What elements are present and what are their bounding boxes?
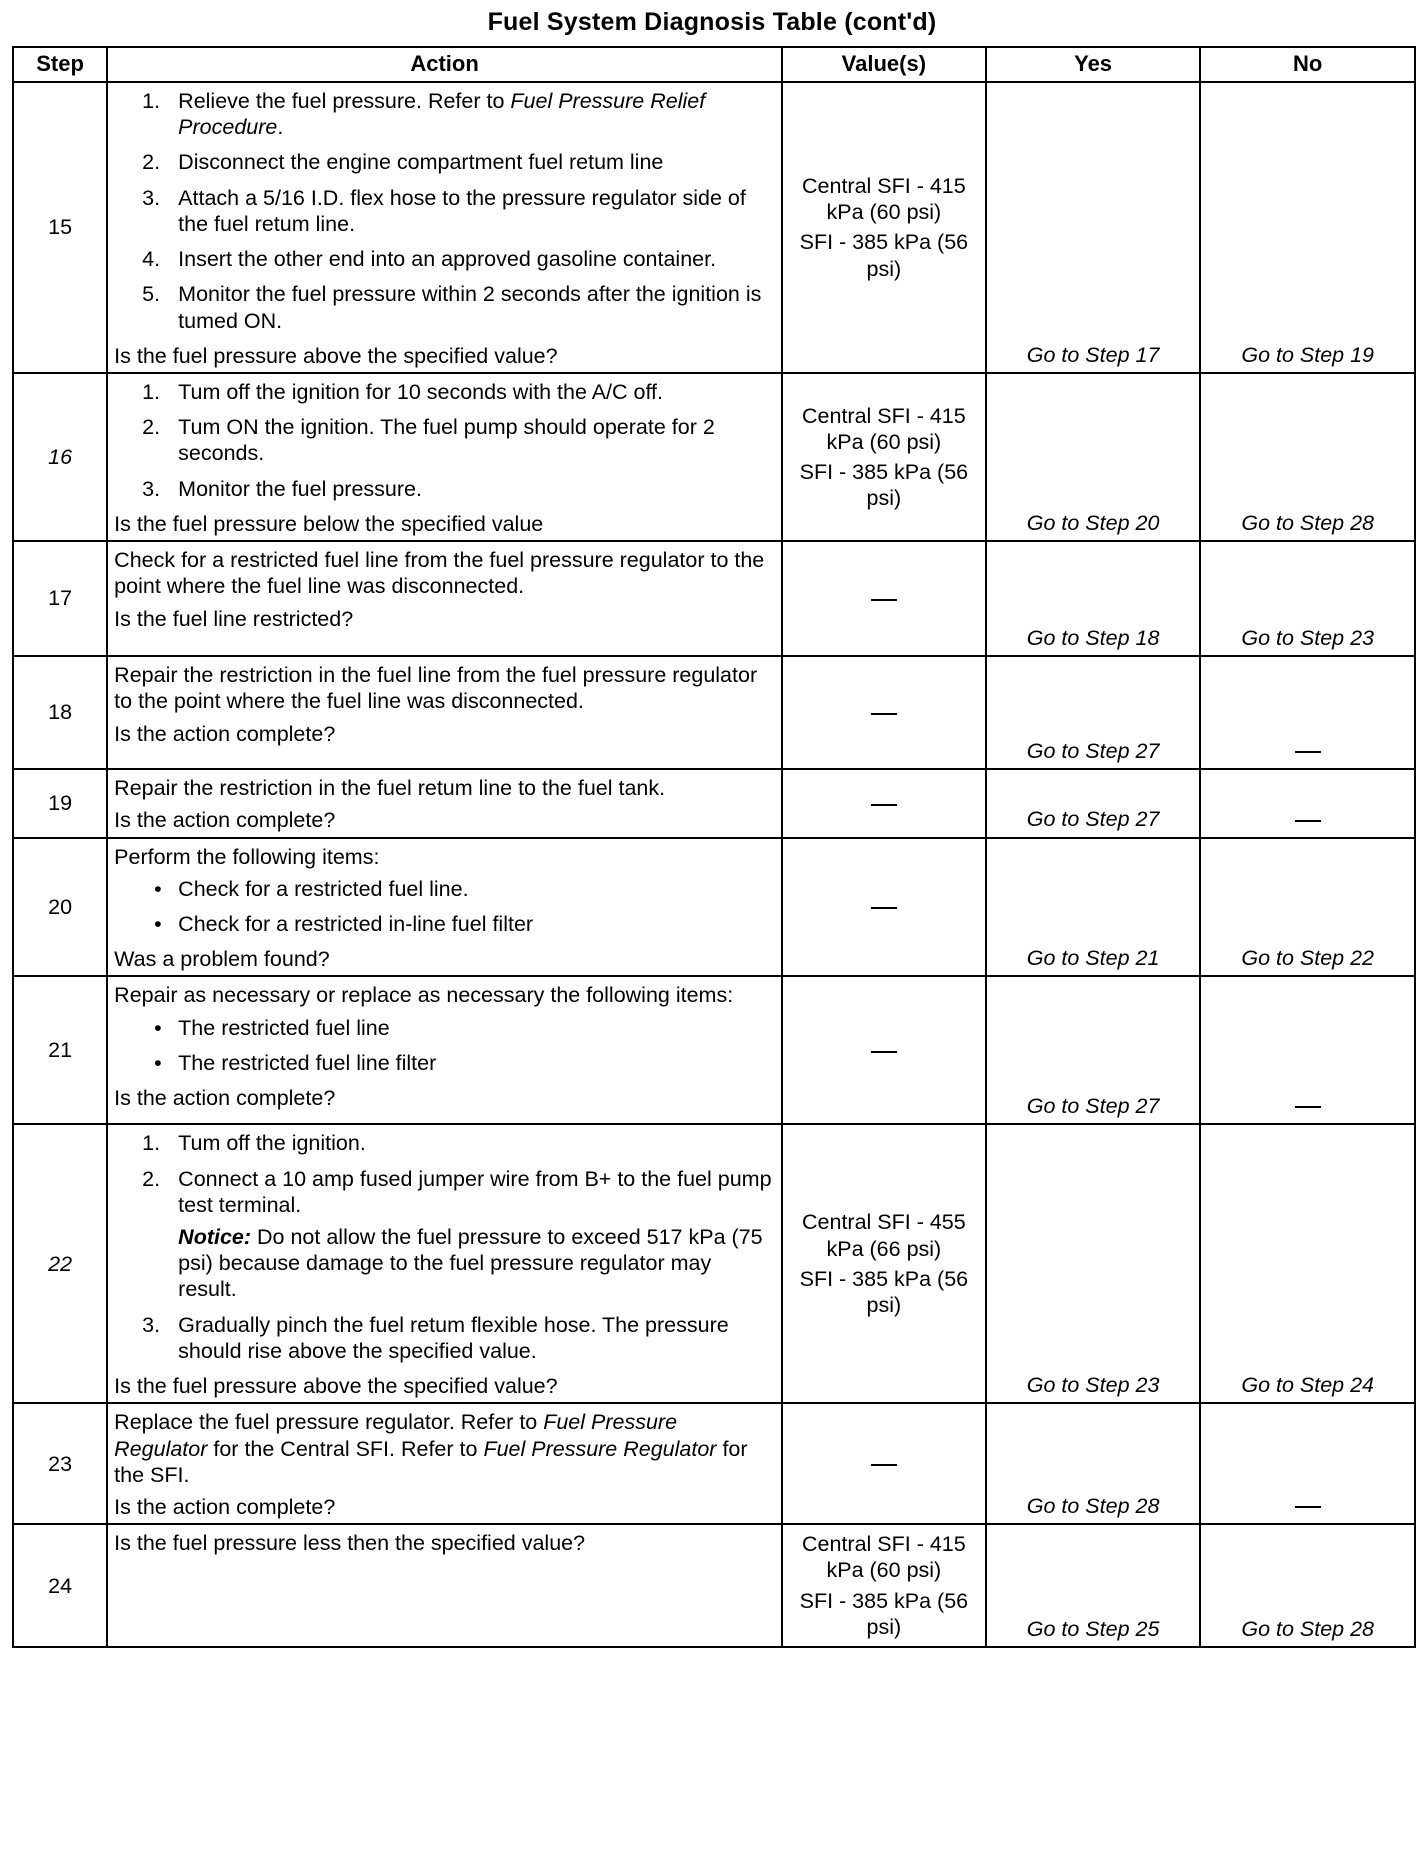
action-question: Is the fuel pressure below the specified value: [114, 511, 544, 536]
values-cell: [782, 769, 986, 837]
action-question: Is the fuel line restricted?: [114, 606, 354, 631]
reference-link-text: Fuel Pressure Relief Procedure: [178, 89, 706, 140]
action-question: Is the action complete?: [114, 1086, 336, 1111]
empty-dash: [871, 907, 897, 909]
list-item: [114, 379, 775, 405]
header-row: [13, 47, 1415, 82]
yes-cell: Go to Step 27: [986, 656, 1201, 769]
step-number: 22: [13, 1124, 107, 1403]
empty-dash: [1295, 820, 1321, 822]
bullet-icon: •: [154, 1015, 162, 1040]
item-number: 1.: [142, 379, 161, 404]
action-text: Replace the fuel pressure regulator. Refer to: [114, 1410, 544, 1435]
no-cell: Go to Step 19: [1200, 82, 1415, 373]
values-cell: [782, 838, 986, 977]
no-cell: [1200, 1403, 1415, 1524]
step-number: 15: [13, 82, 107, 373]
item-text: The restricted fuel line filter: [178, 1050, 437, 1075]
yes-cell: Go to Step 27: [986, 976, 1201, 1124]
values-cell: [782, 656, 986, 769]
yes-cell: Go to Step 25: [986, 1524, 1201, 1647]
item-text: Tum off the ignition.: [178, 1131, 366, 1156]
diagnosis-table: [12, 46, 1416, 1648]
values-cell: [782, 82, 986, 373]
item-text: Gradually pinch the fuel retum flexible hose. The pressure should rise above the specified value.: [178, 1312, 729, 1363]
step-number: 21: [13, 976, 107, 1124]
action-cell: [107, 769, 782, 837]
action-intro: Perform the following items:: [114, 844, 380, 869]
table-row: [13, 976, 1415, 1124]
item-text: Monitor the fuel pressure within 2 seconds after the ignition is tumed ON.: [178, 282, 762, 333]
empty-dash: [1295, 1106, 1321, 1108]
action-question: Is the fuel pressure above the specified value?: [114, 343, 558, 368]
notice-label: [178, 1225, 251, 1249]
table-row: [13, 1524, 1415, 1647]
action-intro: Repair the restriction in the fuel retum line to the fuel tank.: [114, 776, 666, 801]
values-cell: [782, 541, 986, 656]
yes-cell: Go to Step 18: [986, 541, 1201, 656]
item-text: Attach a 5/16 I.D. flex hose to the pressure regulator side of the fuel retum line.: [178, 185, 746, 236]
item-text: Monitor the fuel pressure.: [178, 476, 422, 501]
notice: [178, 1224, 775, 1303]
table-row: [13, 82, 1415, 373]
values-cell: [782, 1403, 986, 1524]
list-item: [114, 911, 775, 937]
action-cell: [107, 1403, 782, 1524]
list-item: [114, 88, 775, 140]
action-cell: [107, 1124, 782, 1403]
header-yes: Yes: [986, 47, 1201, 82]
empty-dash: [871, 713, 897, 715]
action-cell: [107, 373, 782, 541]
item-text: Connect a 10 amp fused jumper wire from B+ to the fuel pump test terminal.: [178, 1166, 772, 1217]
header-step: Step: [13, 47, 107, 82]
yes-cell: Go to Step 17: [986, 82, 1201, 373]
table-row: [13, 373, 1415, 541]
value-line: SFI - 385 kPa (56 psi): [799, 460, 969, 511]
item-number: 5.: [142, 282, 161, 307]
yes-cell: Go to Step 20: [986, 373, 1201, 541]
item-text: Disconnect the engine compartment fuel retum line: [178, 150, 664, 175]
table-row: [13, 541, 1415, 656]
header-action: Action: [107, 47, 782, 82]
no-cell: Go to Step 24: [1200, 1124, 1415, 1403]
numbered-list: [114, 1130, 775, 1364]
step-number: 18: [13, 656, 107, 769]
action-intro: Check for a restricted fuel line from the fuel pressure regulator to the point where the fuel line was disconnected.: [114, 548, 765, 599]
action-cell: [107, 1524, 782, 1647]
value-line: SFI - 385 kPa (56 psi): [799, 1588, 969, 1639]
empty-dash: [871, 804, 897, 806]
step-number: 20: [13, 838, 107, 977]
item-number: 3.: [142, 1312, 161, 1337]
item-number: 2.: [142, 1166, 161, 1191]
no-cell: Go to Step 28: [1200, 373, 1415, 541]
step-number: 16: [13, 373, 107, 541]
list-item: [114, 185, 775, 237]
action-cell: [107, 82, 782, 373]
action-text: for the SFI.: [114, 1436, 748, 1487]
yes-cell: Go to Step 23: [986, 1124, 1201, 1403]
action-intro: Is the fuel pressure less then the specified value?: [114, 1531, 586, 1556]
list-item: [114, 1015, 775, 1041]
step-number: 24: [13, 1524, 107, 1647]
item-text: Check for a restricted fuel line.: [178, 876, 469, 901]
page-title: Fuel System Diagnosis Table (cont'd): [487, 8, 937, 36]
no-cell: Go to Step 22: [1200, 838, 1415, 977]
item-number: 1.: [142, 89, 161, 113]
step-number: 19: [13, 769, 107, 837]
item-text: Insert the other end into an approved gasoline container.: [178, 247, 717, 272]
reference-link-text: Fuel Pressure Regulator: [114, 1410, 678, 1461]
action-cell: [107, 838, 782, 977]
no-cell: [1200, 976, 1415, 1124]
header-values: Value(s): [782, 47, 986, 82]
empty-dash: [871, 1464, 897, 1466]
list-item: [114, 876, 775, 902]
table-row: [13, 769, 1415, 837]
list-item: [114, 1130, 775, 1156]
value-line: Central SFI - 415 kPa (60 psi): [802, 1532, 966, 1583]
item-number: 2.: [142, 150, 161, 175]
table-row: [13, 656, 1415, 769]
values-cell: [782, 1524, 986, 1647]
value-line: SFI - 385 kPa (56 psi): [799, 1266, 969, 1318]
step-number: 23: [13, 1403, 107, 1524]
empty-dash: [1295, 1506, 1321, 1508]
table-row: [13, 1403, 1415, 1524]
bullet-icon: •: [154, 1050, 162, 1075]
list-item: [114, 1312, 775, 1364]
list-item: [114, 1050, 775, 1076]
bullet-list: [114, 1015, 775, 1076]
no-cell: [1200, 656, 1415, 769]
bullet-icon: •: [154, 876, 162, 901]
notice-label-text: Notice:: [178, 1225, 252, 1250]
empty-dash: [1295, 751, 1321, 753]
action-cell: [107, 541, 782, 656]
action-cell: [107, 976, 782, 1124]
values-cell: [782, 976, 986, 1124]
numbered-list: [114, 88, 775, 334]
no-cell: [1200, 769, 1415, 837]
list-item: [114, 414, 775, 466]
action-cell: [107, 656, 782, 769]
yes-cell: Go to Step 27: [986, 769, 1201, 837]
step-number: 17: [13, 541, 107, 656]
action-question: Was a problem found?: [114, 947, 330, 972]
bullet-list: [114, 876, 775, 937]
value-line: Central SFI - 415 kPa (60 psi): [802, 403, 966, 454]
action-question: Is the action complete?: [114, 1495, 336, 1519]
no-cell: Go to Step 23: [1200, 541, 1415, 656]
table-row: [13, 1124, 1415, 1403]
list-item: [114, 1166, 775, 1303]
action-question: Is the action complete?: [114, 721, 336, 746]
reference-link-text: Fuel Pressure Regulator: [483, 1436, 717, 1461]
action-text: for the Central SFI. Refer to: [207, 1436, 484, 1461]
item-number: 2.: [142, 415, 161, 440]
item-number: 1.: [142, 1131, 161, 1156]
value-line: SFI - 385 kPa (56 psi): [799, 230, 969, 281]
item-text: Tum ON the ignition. The fuel pump should operate for 2 seconds.: [178, 415, 715, 466]
no-cell: Go to Step 28: [1200, 1524, 1415, 1647]
action-intro: Repair the restriction in the fuel line from the fuel pressure regulator to the point where the fuel line was disconnected.: [114, 663, 758, 714]
header-no: No: [1200, 47, 1415, 82]
list-item: [114, 246, 775, 272]
action-question: Is the action complete?: [114, 808, 336, 833]
value-line: Central SFI - 455 kPa (66 psi): [802, 1210, 966, 1261]
action-question: Is the fuel pressure above the specified value?: [114, 1374, 558, 1399]
action-intro: [114, 1409, 775, 1488]
values-cell: [782, 1124, 986, 1403]
empty-dash: [871, 599, 897, 601]
item-text: Check for a restricted in-line fuel filter: [178, 911, 534, 936]
list-item: [114, 476, 775, 502]
item-text: .: [277, 115, 284, 140]
yes-cell: Go to Step 21: [986, 838, 1201, 977]
item-text: Relieve the fuel pressure. Refer to: [178, 89, 511, 113]
values-cell: [782, 373, 986, 541]
action-intro: Repair as necessary or replace as necessary the following items:: [114, 983, 734, 1008]
item-number: 4.: [142, 247, 161, 272]
list-item: [114, 281, 775, 333]
list-item: [114, 149, 775, 175]
empty-dash: [871, 1051, 897, 1053]
item-text: Tum off the ignition for 10 seconds with the A/C off.: [178, 379, 663, 404]
item-text: The restricted fuel line: [178, 1015, 390, 1040]
yes-cell: Go to Step 28: [986, 1403, 1201, 1524]
value-line: Central SFI - 415 kPa (60 psi): [802, 174, 966, 225]
bullet-icon: •: [154, 911, 162, 936]
item-number: 3.: [142, 185, 161, 210]
numbered-list: [114, 379, 775, 502]
notice-text: Do not allow the fuel pressure to exceed 517 kPa (75 psi) because damage to the fuel pressure regulator may result.: [178, 1225, 763, 1302]
table-row: [13, 838, 1415, 977]
item-number: 3.: [142, 476, 161, 501]
